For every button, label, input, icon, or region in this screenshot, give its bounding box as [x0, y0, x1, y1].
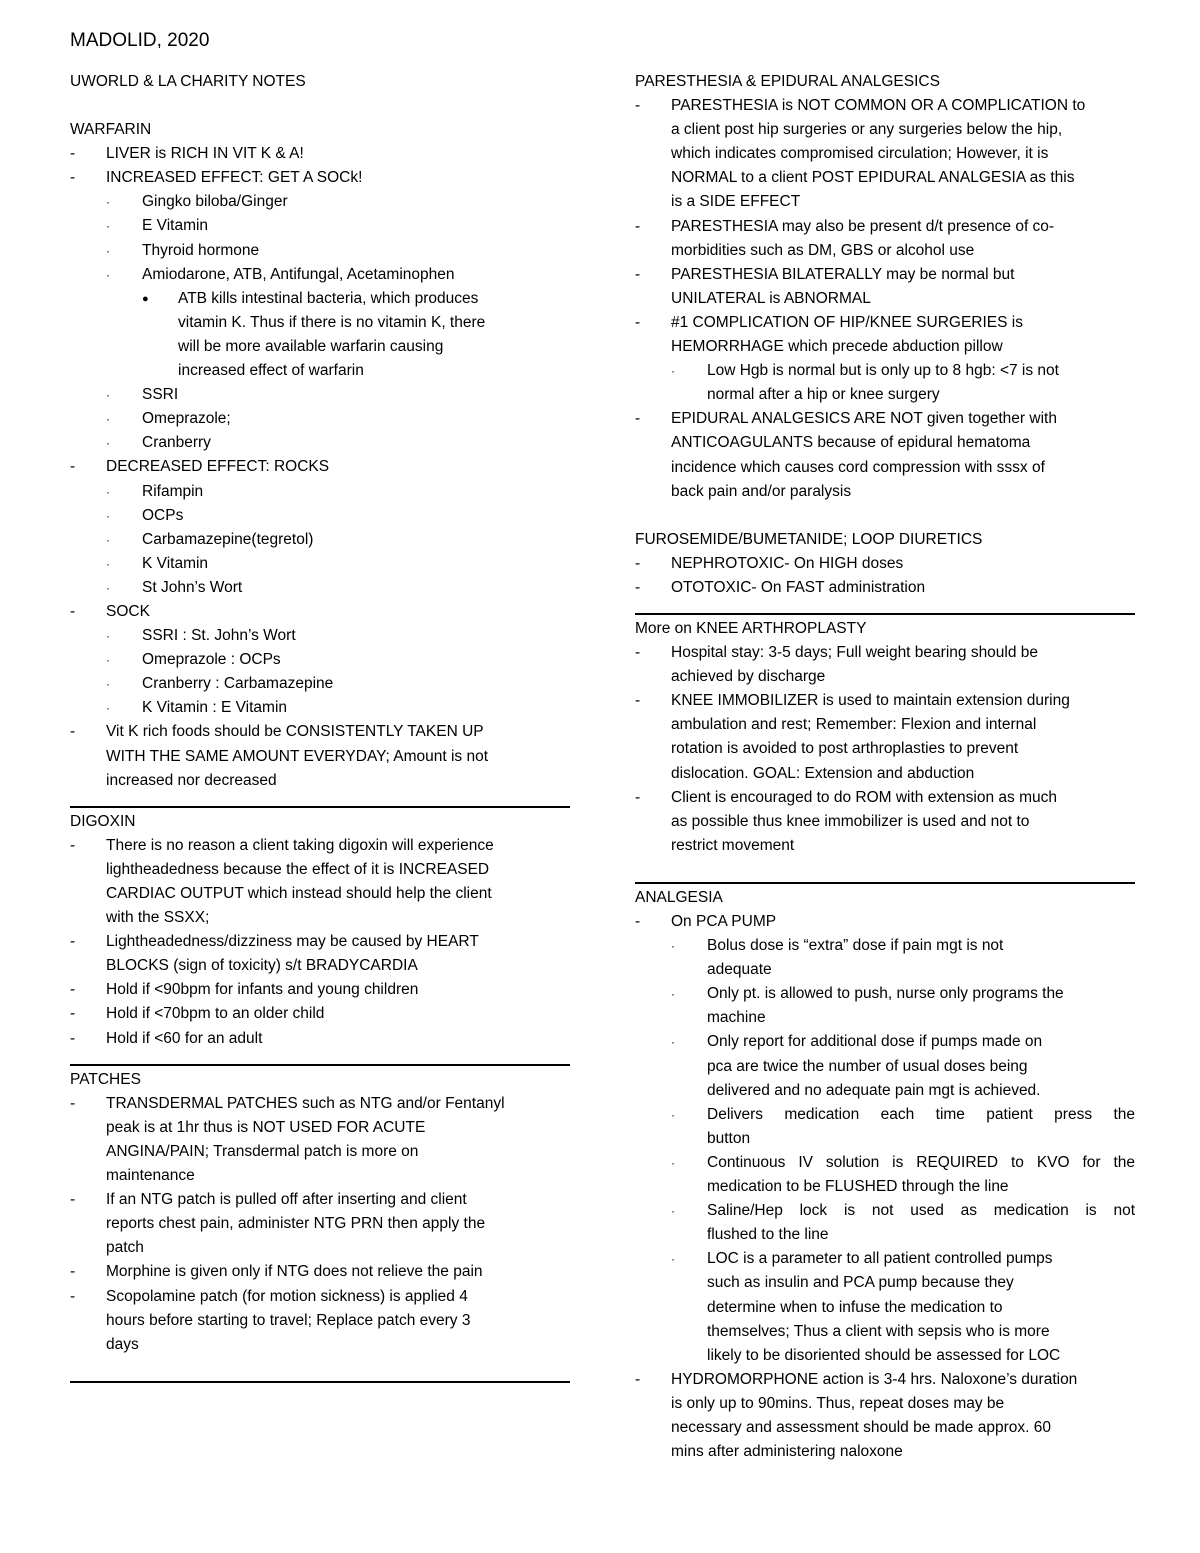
list-item-continuation: back pain and/or paralysis: [671, 482, 852, 500]
list-item: - PARESTHESIA is NOT COMMON OR A COMPLICATION to: [635, 97, 1086, 115]
list-item-continuation: likely to be disoriented should be assessed for LOC: [707, 1346, 1061, 1364]
list-item-continuation: days: [106, 1335, 139, 1353]
list-item-continuation: dislocation. GOAL: Extension and abduction: [671, 764, 975, 782]
list-item: - Hold if <60 for an adult: [70, 1029, 263, 1047]
document-title: UWORLD & LA CHARITY NOTES: [70, 73, 306, 90]
list-item-continuation: ANTICOAGULANTS because of epidural hematoma: [671, 434, 1031, 452]
list-item: · St John’s Wort: [106, 578, 243, 596]
list-item: · OCPs: [106, 506, 184, 524]
section-title-digoxin: DIGOXIN: [70, 812, 136, 830]
list-item: · Omeprazole : OCPs: [106, 651, 281, 669]
list-item-continuation: is a SIDE EFFECT: [671, 193, 801, 211]
list-item: · Saline/Hep lock is not used as medication is not: [671, 1202, 1135, 1220]
list-item: - Hold if <90bpm for infants and young children: [70, 981, 419, 999]
section-divider: [70, 1064, 570, 1066]
list-item-continuation: incidence which causes cord compression with sssx of: [671, 458, 1045, 476]
list-item: · Delivers medication each time patient press the: [671, 1105, 1135, 1123]
list-item-continuation: CARDIAC OUTPUT which instead should help the client: [106, 885, 492, 902]
list-item-continuation: button: [707, 1129, 751, 1147]
list-item: - KNEE IMMOBILIZER is used to maintain extension during: [635, 692, 1070, 710]
list-item: · Cranberry: [106, 434, 211, 452]
list-item-continuation: increased effect of warfarin: [178, 362, 364, 380]
list-item: · Only pt. is allowed to push, nurse only programs the: [671, 985, 1064, 1003]
list-item-continuation: rotation is avoided to post arthroplasties to prevent: [671, 740, 1019, 758]
list-item-continuation: which indicates compromised circulation; However, it is: [671, 145, 1049, 163]
list-item-continuation: necessary and assessment should be made approx. 60: [671, 1418, 1051, 1436]
list-item-continuation: determine when to infuse the medication to: [707, 1298, 1003, 1316]
list-item-continuation: flushed to the line: [707, 1226, 829, 1244]
list-item-continuation: WITH THE SAME AMOUNT EVERYDAY; Amount is not: [106, 747, 489, 765]
list-item: - LIVER is RICH IN VIT K & A!: [70, 145, 304, 163]
list-item: - DECREASED EFFECT: ROCKS: [70, 458, 330, 476]
list-item: - Lightheadedness/dizziness may be caused by HEART: [70, 933, 479, 951]
list-item: - INCREASED EFFECT: GET A SOCk!: [70, 169, 363, 187]
list-item-continuation: ambulation and rest; Remember: Flexion and internal: [671, 716, 1037, 734]
list-item-continuation: hours before starting to travel; Replace patch every 3: [106, 1311, 471, 1329]
list-item: · Only report for additional dose if pumps made on: [671, 1033, 1043, 1051]
list-item: · E Vitamin: [106, 217, 209, 235]
list-item: · SSRI: [106, 386, 179, 404]
list-item: · Cranberry : Carbamazepine: [106, 675, 334, 693]
list-item-continuation: such as insulin and PCA pump because they: [707, 1274, 1014, 1292]
list-item: · Low Hgb is normal but is only up to 8 hgb: <7 is not: [671, 362, 1059, 380]
list-item-continuation: BLOCKS (sign of toxicity) s/t BRADYCARDIA: [106, 957, 418, 975]
list-item: - NEPHROTOXIC- On HIGH doses: [635, 554, 904, 572]
section-title-furosemide: FUROSEMIDE/BUMETANIDE; LOOP DIURETICS: [635, 530, 983, 548]
section-title-warfarin: WARFARIN: [70, 121, 152, 139]
list-item-continuation: reports chest pain, administer NTG PRN then apply the: [106, 1215, 486, 1233]
list-item: · Omeprazole;: [106, 410, 231, 428]
list-item: · Amiodarone, ATB, Antifungal, Acetaminophen: [106, 265, 455, 283]
list-item-continuation: themselves; Thus a client with sepsis who is more: [707, 1322, 1050, 1340]
list-item-continuation: medication to be FLUSHED through the line: [707, 1178, 1009, 1196]
list-item: ● ATB kills intestinal bacteria, which produces: [142, 289, 479, 307]
list-item-continuation: normal after a hip or knee surgery: [707, 386, 940, 404]
list-item-continuation: peak is at 1hr thus is NOT USED FOR ACUTE: [106, 1118, 426, 1136]
list-item: - Scopolamine patch (for motion sickness) is applied 4: [70, 1287, 468, 1305]
list-item-continuation: as possible thus knee immobilizer is used and not to: [671, 812, 1030, 830]
list-item: - SOCK: [70, 602, 150, 620]
list-item-continuation: patch: [106, 1239, 144, 1257]
section-divider: [70, 1381, 570, 1383]
section-divider: [635, 613, 1135, 615]
list-item-continuation: will be more available warfarin causing: [178, 337, 444, 355]
list-item: - EPIDURAL ANALGESICS ARE NOT given together with: [635, 410, 1057, 428]
list-item-continuation: pca are twice the number of usual doses being: [707, 1057, 1028, 1075]
list-item-continuation: delivered and no adequate pain mgt is achieved.: [707, 1081, 1041, 1099]
left-column: [70, 70, 570, 1385]
list-item: - There is no reason a client taking digoxin will experience: [70, 836, 494, 854]
list-item-continuation: NORMAL to a client POST EPIDURAL ANALGESIA as this: [671, 169, 1075, 187]
list-item: · LOC is a parameter to all patient controlled pumps: [671, 1250, 1053, 1268]
list-item: - Hold if <70bpm to an older child: [70, 1005, 325, 1023]
list-item-continuation: lightheadedness because the effect of it is INCREASED: [106, 860, 490, 878]
list-item-continuation: restrict movement: [671, 836, 795, 854]
list-item-continuation: a client post hip surgeries or any surgeries below the hip,: [671, 121, 1063, 139]
list-item: - Client is encouraged to do ROM with extension as much: [635, 788, 1057, 806]
list-item: · K Vitamin: [106, 554, 209, 572]
list-item-continuation: adequate: [707, 961, 772, 979]
list-item-continuation: morbidities such as DM, GBS or alcohol use: [671, 241, 975, 259]
list-item-continuation: achieved by discharge: [671, 668, 826, 686]
list-item: · Gingko biloba/Ginger: [106, 193, 288, 211]
section-title-analgesia: ANALGESIA: [635, 888, 723, 906]
list-item-continuation: ANGINA/PAIN; Transdermal patch is more on: [106, 1142, 419, 1160]
list-item: - Hospital stay: 3-5 days; Full weight bearing should be: [635, 644, 1039, 662]
list-item: - PARESTHESIA BILATERALLY may be normal but: [635, 265, 1015, 283]
list-item: - Vit K rich foods should be CONSISTENTLY TAKEN UP: [70, 723, 484, 741]
list-item-continuation: is only up to 90mins. Thus, repeat doses may be: [671, 1394, 1005, 1412]
list-item-continuation: increased nor decreased: [106, 771, 277, 789]
section-divider: [635, 882, 1135, 884]
list-item: · Bolus dose is “extra” dose if pain mgt is not: [671, 937, 1004, 955]
list-item: - HYDROMORPHONE action is 3-4 hrs. Naloxone’s duration: [635, 1370, 1078, 1388]
list-item: · Thyroid hormone: [106, 241, 260, 259]
list-item: · Continuous IV solution is REQUIRED to KVO for the: [671, 1153, 1135, 1171]
section-title-knee: More on KNEE ARTHROPLASTY: [635, 619, 867, 637]
list-item-continuation: mins after administering naloxone: [671, 1443, 903, 1461]
page-header: MADOLID, 2020: [70, 30, 210, 48]
section-divider: [70, 806, 570, 808]
list-item-continuation: HEMORRHAGE which precede abduction pillow: [671, 338, 1003, 356]
list-item-continuation: machine: [707, 1009, 766, 1027]
list-item: - If an NTG patch is pulled off after inserting and client: [70, 1191, 467, 1209]
list-item: - PARESTHESIA may also be present d/t presence of co-: [635, 217, 1055, 235]
list-item-continuation: maintenance: [106, 1167, 195, 1185]
list-item: · K Vitamin : E Vitamin: [106, 699, 288, 717]
right-column: [635, 70, 1135, 1464]
list-item: - OTOTOXIC- On FAST administration: [635, 578, 926, 596]
list-item-continuation: with the SSXX;: [106, 909, 210, 927]
list-item: - TRANSDERMAL PATCHES such as NTG and/or Fentanyl: [70, 1094, 505, 1112]
list-item: · Rifampin: [106, 482, 204, 500]
list-item-continuation: UNILATERAL is ABNORMAL: [671, 289, 871, 307]
list-item: - On PCA PUMP: [635, 913, 777, 930]
list-item-continuation: vitamin K. Thus if there is no vitamin K, there: [178, 313, 486, 331]
list-item: - Morphine is given only if NTG does not relieve the pain: [70, 1263, 483, 1281]
list-item: - #1 COMPLICATION OF HIP/KNEE SURGERIES is: [635, 313, 1023, 331]
list-item: · SSRI : St. John’s Wort: [106, 627, 296, 645]
list-item: · Carbamazepine(tegretol): [106, 530, 314, 548]
section-title-paresthesia: PARESTHESIA & EPIDURAL ANALGESICS: [635, 73, 940, 90]
section-title-patches: PATCHES: [70, 1070, 141, 1088]
